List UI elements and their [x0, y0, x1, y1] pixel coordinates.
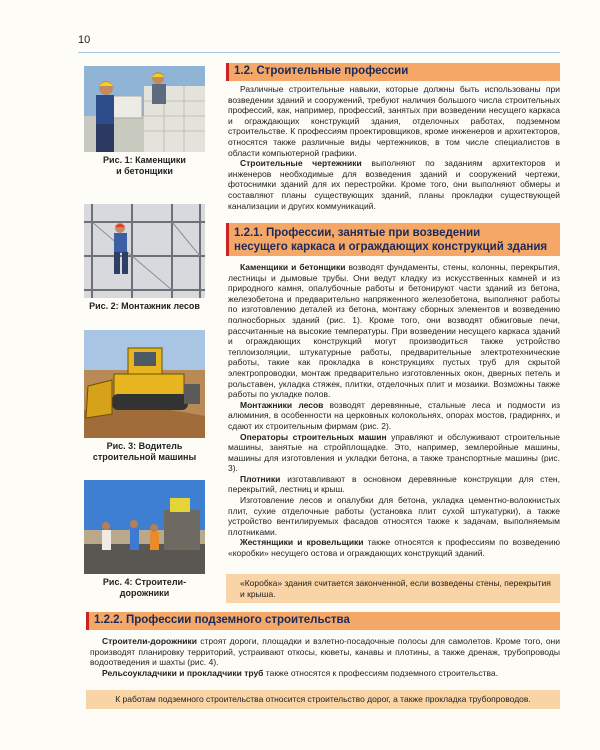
figure-2	[84, 204, 205, 312]
photo-road-builders	[84, 480, 205, 574]
photo-scaffold	[84, 204, 205, 298]
paragraph: Каменщики и бетонщики возводят фундаменты, стены, колонны, перекрытия, лестницы и дымовые трубы. Они ведут кладку из искусственных камней и из природного камня, опалубочные работы и бетонируют части зданий из бетона, железобетона и предварительно напряженного железобетона, выполняют работы по изготовлению деталей из бетона, монтажу сборных элементов и возведению полносборных зданий (рис. 1). Кроме того, они возводят обжиговые печи, рассчитанные на высокие температуры. При возведении несущего каркаса зданий и ограждающих конструкций могут производиться также устройство теплоизоляции, штукатурные работы, предварительные электротехнические работы, такие как прокладка в конструкциях пустых труб для скрытой электропроводки, монтаж предварительно изготовленных окон, дверных петель и рольставен, укладка стяжек, плитки, отделочных плит и мозаики. Возможны также работы по укладке полов.	[228, 262, 560, 400]
masons-illustration	[84, 66, 205, 152]
section-1-2-text	[228, 84, 560, 211]
paragraph: Жестянщики и кровельщики также относятся к профессиям по возведению «коробки» несущего остова и ограждающих конструкций зданий.	[228, 537, 561, 559]
bulldozer-illustration	[84, 330, 205, 438]
section-1-2-1-text	[228, 262, 560, 559]
figure-2-caption: Рис. 2: Монтажник лесов	[89, 301, 200, 311]
photo-bulldozer	[84, 330, 205, 438]
heading-accent-bar	[86, 612, 89, 630]
note-box-underground: К работам подземного строительства относится строительство дорог, а также прокладка трубопроводов.	[86, 690, 560, 709]
note-box-box-definition: «Коробка» здания считается законченной, если возведены стены, перекрытия и крыша.	[226, 574, 560, 603]
page-number: 10	[78, 34, 91, 46]
road-builders-illustration	[84, 480, 205, 574]
paragraph: Строительные чертежники выполняют по заданиям архитекторов и инженеров необходимые для возведения зданий и сооружений чертежи, фотоснимки зданий для их перестройки. Кроме того, они выполняют обмеры и составляют планы существующих зданий, планы прокладки существующей канализации и других коммуникаций.	[228, 158, 560, 211]
section-1-2-1-heading: 1.2.1. Профессии, занятые при возведении несущего каркаса и ограждающих конструкций здания	[226, 223, 560, 256]
figure-1	[84, 66, 205, 177]
paragraph: Изготовление лесов и опалубки для бетона, укладка цементно-волокнистых плит, сухие отделочные работы (установка плит сухой штукатурки), а также устройство вентилируемых фасадов относятся также к задачам, выполняемым плотниками.	[228, 495, 560, 537]
figure-3	[84, 330, 205, 463]
heading-accent-bar	[226, 63, 229, 81]
paragraph: Строители-дорожники строят дороги, площадки и взлетно-посадочные полосы для самолетов. Кроме того, они производят планировку территорий, устраивают откосы, кюветы, канавы и плотины, а также дренаж, трубопроводы водоотведения и шахты (рис. 4).	[90, 636, 560, 668]
paragraph: Плотники изготавливают в основном деревянные конструкции для стен, перекрытий, лестниц и крыш.	[228, 473, 560, 495]
paragraph: Различные строительные навыки, которые должны быть использованы при возведении зданий и сооружений, требуют наличия большого числа строительных профессий, как, например, профессий, занятых при возведении несущего каркаса и ограждающих конструкций здания, отделочных работах, подземном строительстве. К профессиям проектировщиков, кроме инженеров и архитекторов, относятся также различные виды чертежников, в том числе специалистов в области компьютерной графики.	[228, 84, 560, 158]
photo-masons	[84, 66, 205, 152]
figure-4	[84, 480, 205, 599]
section-1-2-2-heading: 1.2.2. Профессии подземного строительства	[86, 612, 560, 630]
figure-3-caption: Рис. 3: Водитель строительной машины	[92, 441, 197, 462]
figure-1-caption: Рис. 1: Каменщики и бетонщики	[103, 155, 186, 176]
paragraph: Рельсоукладчики и прокладчики труб также относятся к профессиям подземного строительства.	[102, 667, 498, 678]
section-1-2-heading: 1.2. Строительные профессии	[226, 63, 560, 81]
section-1-2-2-text	[90, 636, 560, 678]
scaffold-illustration	[84, 204, 205, 298]
figure-4-caption: Рис. 4: Строители- дорожники	[102, 577, 187, 598]
paragraph: Операторы строительных машин управляют и обслуживают строительные машины, занятые на стройплощадке. Это, например, землеройные машины, машины для изготовления и укладки бетона, а также транспортные машины (рис. 3).	[228, 431, 560, 474]
heading-accent-bar	[226, 223, 229, 256]
paragraph: Монтажники лесов возводят деревянные, стальные леса и подмости из алюминия, в особенности на церковных колокольнях, опорах мостов, градирнях, и сдают их строительным фирмам (рис. 2).	[228, 399, 561, 431]
header-rule	[78, 52, 560, 53]
